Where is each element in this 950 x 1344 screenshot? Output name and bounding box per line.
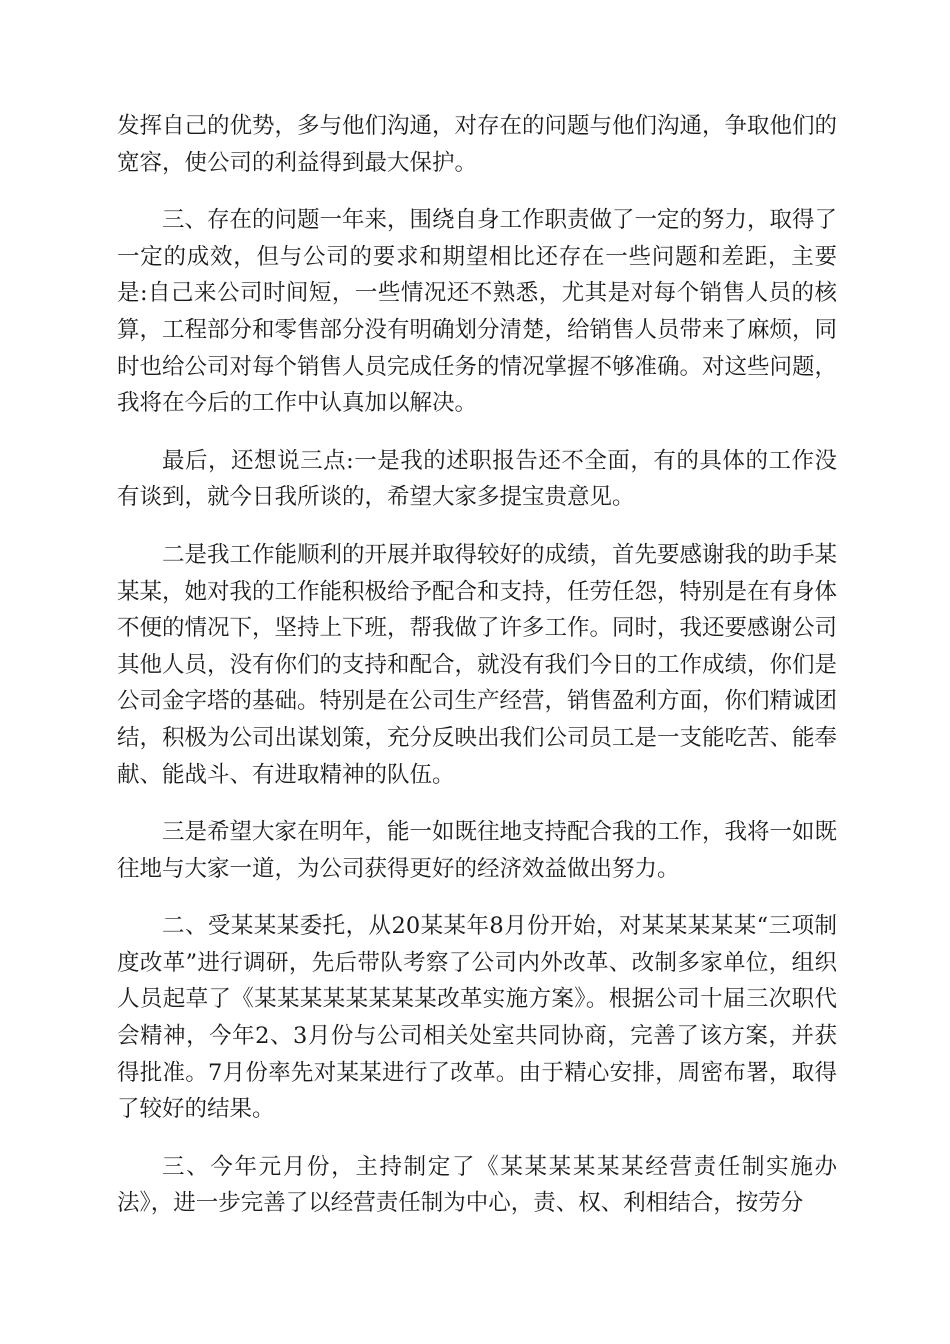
paragraph-closing-point-two: 二是我工作能顺利的开展并取得较好的成绩，首先要感谢我的助手某某某，她对我的工作能积极给予配合和支持，任劳任怨，特别是在有身体不便的情况下，坚持上下班，帮我做了许多工作。同时，我还要感谢公司其他人员，没有你们的支持和配合，就没有我们今日的工作成绩，你们是公司金字塔的基础。特别是在公司生产经营，销售盈利方面，你们精诚团结，积极为公司出谋划策，充分反映出我们公司员工是一支能吃苦、能奉献、能战斗、有进取精神的队伍。 [117,541,838,788]
paragraph-continuation: 发挥自己的优势，多与他们沟通，对存在的问题与他们沟通，争取他们的宽容，使公司的利益得到最大保护。 [117,113,838,176]
paragraph-responsibility-system: 三、今年元月份，主持制定了《某某某某某某经营责任制实施办法》，进一步完善了以经营责任制为中心，责、权、利相结合，按劳分 [117,1153,837,1217]
document-body [117,108,837,1243]
paragraph-existing-problems: 三、存在的问题一年来，围绕自身工作职责做了一定的努力，取得了一定的成效，但与公司的要求和期望相比还存在一些问题和差距，主要是:自己来公司时间短，一些情况还不熟悉，尤其是对每个销售人员的核算，工程部分和零售部分没有明确划分清楚，给销售人员带来了麻烦，同时也给公司对每个销售人员完成任务的情况掌握不够准确。对这些问题，我将在今后的工作中认真加以解决。 [117,207,838,417]
paragraph-closing-point-three: 三是希望大家在明年，能一如既往地支持配合我的工作，我将一如既往地与大家一道，为公司获得更好的经济效益做出努力。 [117,819,838,882]
paragraph-reform-research: 二、受某某某委托，从20某某年8月份开始，对某某某某某“三项制度改革”进行调研，先后带队考察了公司内外改革、改制多家单位，组织人员起草了《某某某某某某某某改革实施方案》。根据公司十届三次职代会精神，今年2、3月份与公司相关处室共同协商，完善了该方案，并获得批准。7月份率先对某某进行了改革。由于精心安排，周密布署，取得了较好的结果。 [117,913,837,1123]
paragraph-closing-point-one: 最后，还想说三点:一是我的述职报告还不全面，有的具体的工作没有谈到，就今日我所谈的，希望大家多提宝贵意见。 [117,447,837,511]
